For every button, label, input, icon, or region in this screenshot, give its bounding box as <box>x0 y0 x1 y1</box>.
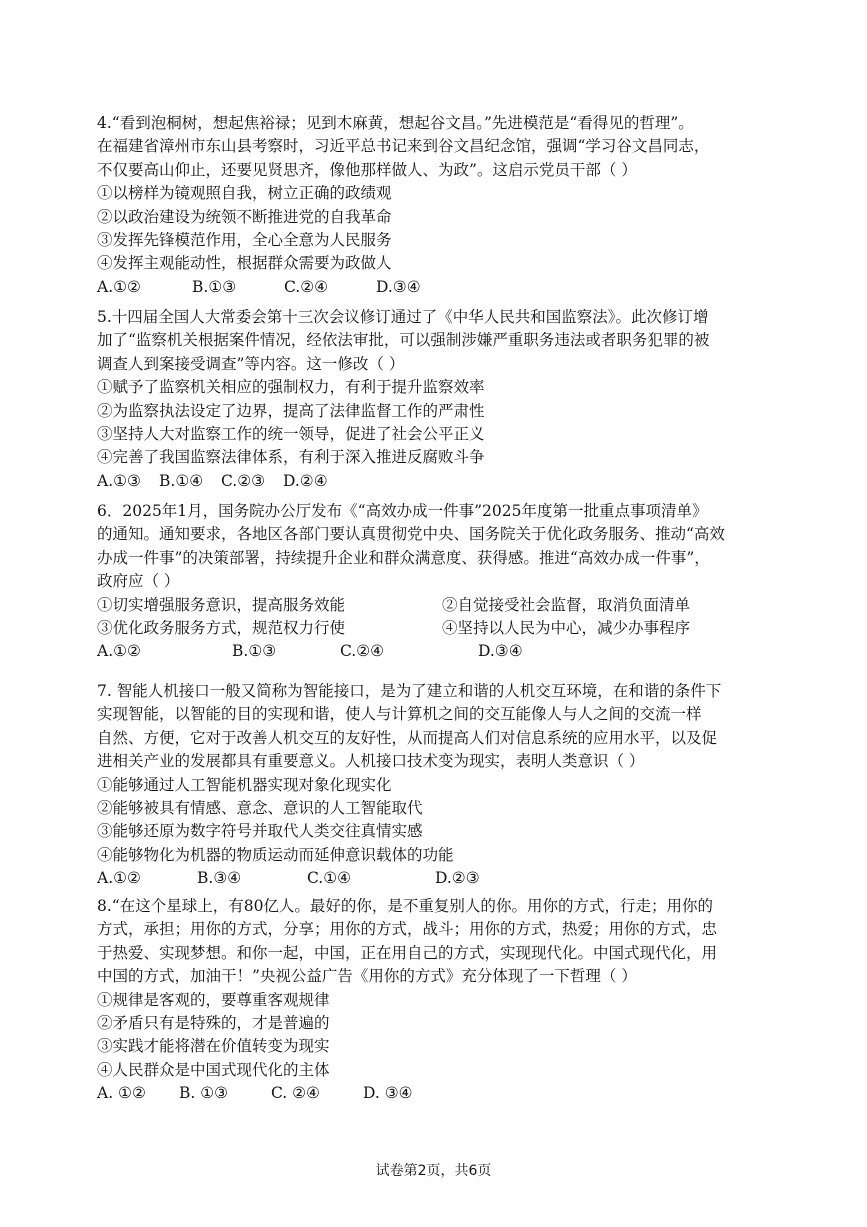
option-row <box>97 617 787 640</box>
option-4: ④完善了我国监察法律体系，有利于深入推进反腐败斗争 <box>97 448 485 467</box>
option-2: ②以政治建设为统领不断推进党的自我革命 <box>97 207 392 226</box>
answer-choices <box>97 867 787 890</box>
answer-d: D.②④ <box>283 471 328 490</box>
option-2: ②矛盾只有是特殊的，才是普遍的 <box>97 1014 330 1033</box>
page-footer: 试卷第2页，共6页 <box>375 1163 492 1179</box>
option-row <box>97 594 787 617</box>
option-2: ②自觉接受社会监督，取消负面清单 <box>442 595 691 614</box>
question-stem: 4.“看到泡桐树，想起焦裕禄；见到木麻黄，想起谷文昌。”先进模范是“看得见的哲理”。 在福建省漳州市东山县考察时，习近平总书记来到谷文昌纪念馆，强调“学习谷文昌同志， 不仅要高山仰止，还要见贤思齐，像他那样做人、为政”。这启示党员干部（ ） <box>97 114 710 179</box>
question-stem: 7. 智能人机接口一般又简称为智能接口，是为了建立和谐的人机交互环境，在和谐的条件下 实现智能，以智能的目的实现和谐，使人与计算机之间的交互能像人与人之间的交流一样 自然、方便，它对于改善人机交互的友好性，从而提高人们对信息系统的应用水平，以及促 进相关产业的发展都具有重要意义。人机接口技术变为现实，表明人类意识（ ） <box>97 682 722 771</box>
option-3: ③优化政务服务方式，规范权力行使 <box>97 619 346 638</box>
answer-a: A. ①② <box>97 1084 146 1103</box>
answer-d: D. ③④ <box>363 1084 413 1103</box>
option-3: ③实践才能将潜在价值转变为现实 <box>97 1037 330 1056</box>
option-2: ②能够被具有情感、意念、意识的人工智能取代 <box>97 799 423 818</box>
answer-a: A.①③ <box>97 471 141 490</box>
question-stem: 8.“在这个星球上，有80亿人。最好的你，是不重复别人的你。用你的方式，行走；用你的 方式，承担；用你的方式，分享；用你的方式，战斗；用你的方式，热爱；用你的方式，忠 于热爱、实现梦想。和你一起，中国，正在用自己的方式，实现现代化。中国式现代化，用 中国的方式，加油干！”央视公益广告《用你的方式》充分体现了一下哲理（ ） <box>97 897 718 986</box>
option-3: ③能够还原为数字符号并取代人类交往真情实感 <box>97 822 423 841</box>
answer-d: D.③④ <box>376 277 421 296</box>
option-1: ①规律是客观的，要尊重客观规律 <box>97 990 330 1009</box>
answer-c: C.②④ <box>284 277 329 296</box>
option-2: ②为监察执法设定了边界，提高了法律监督工作的严肃性 <box>97 401 485 420</box>
option-3: ③坚持人大对监察工作的统一领导，促进了社会公平正义 <box>97 425 485 444</box>
answer-a: A.①② <box>97 642 141 661</box>
answer-c: C.②③ <box>221 471 266 490</box>
answer-choices <box>97 1082 787 1105</box>
option-1: ①赋予了监察机关相应的强制权力，有利于提升监察效率 <box>97 378 485 397</box>
option-4: ④能够物化为机器的物质运动而延伸意识载体的功能 <box>97 845 454 864</box>
answer-b: B.③④ <box>197 869 242 888</box>
answer-a: A.①② <box>97 869 141 888</box>
question-8 <box>97 895 787 1106</box>
option-1: ①能够通过人工智能机器实现对象化现实化 <box>97 775 392 794</box>
option-4: ④人民群众是中国式现代化的主体 <box>97 1060 330 1079</box>
answer-c: C.②④ <box>340 642 385 661</box>
answer-c: C. ②④ <box>271 1084 320 1103</box>
question-7 <box>97 680 787 891</box>
question-5 <box>97 306 787 493</box>
answer-b: B.①④ <box>159 471 204 490</box>
option-1: ①以榜样为镜观照自我，树立正确的政绩观 <box>97 184 392 203</box>
answer-c: C.①④ <box>307 869 352 888</box>
question-stem: 5.十四届全国人大常委会第十三次会议修订通过了《中华人民共和国监察法》。此次修订增 加了“监察机关根据案件情况，经依法审批，可以强制涉嫌严重职务违法或者职务犯罪的被 调查人到案接受调查”等内容。这一修改（ ） <box>97 308 710 373</box>
answer-choices <box>97 276 787 299</box>
answer-b: B.①③ <box>192 277 237 296</box>
answer-choices <box>97 640 787 663</box>
question-stem: 6．2025年1月，国务院办公厅发布《“高效办成一件事”2025年度第一批重点事项清单》 的通知。通知要求，各地区各部门要认真贯彻党中央、国务院关于优化政务服务、推动“高效 办成一件事”的决策部署，持续提升企业和群众满意度、获得感。推进“高效办成一件事”， 政府应（ ） <box>97 502 725 591</box>
answer-b: B. ①③ <box>179 1084 229 1103</box>
option-1: ①切实增强服务意识，提高服务效能 <box>97 595 346 614</box>
question-4 <box>97 112 787 299</box>
answer-choices <box>97 470 787 493</box>
answer-a: A.①② <box>97 277 141 296</box>
question-6 <box>97 500 787 664</box>
answer-d: D.③④ <box>478 642 523 661</box>
option-4: ④发挥主观能动性，根据群众需要为政做人 <box>97 254 392 273</box>
answer-b: B.①③ <box>232 642 277 661</box>
option-3: ③发挥先锋模范作用，全心全意为人民服务 <box>97 231 392 250</box>
answer-d: D.②③ <box>435 869 480 888</box>
option-4: ④坚持以人民为中心，减少办事程序 <box>442 619 691 638</box>
